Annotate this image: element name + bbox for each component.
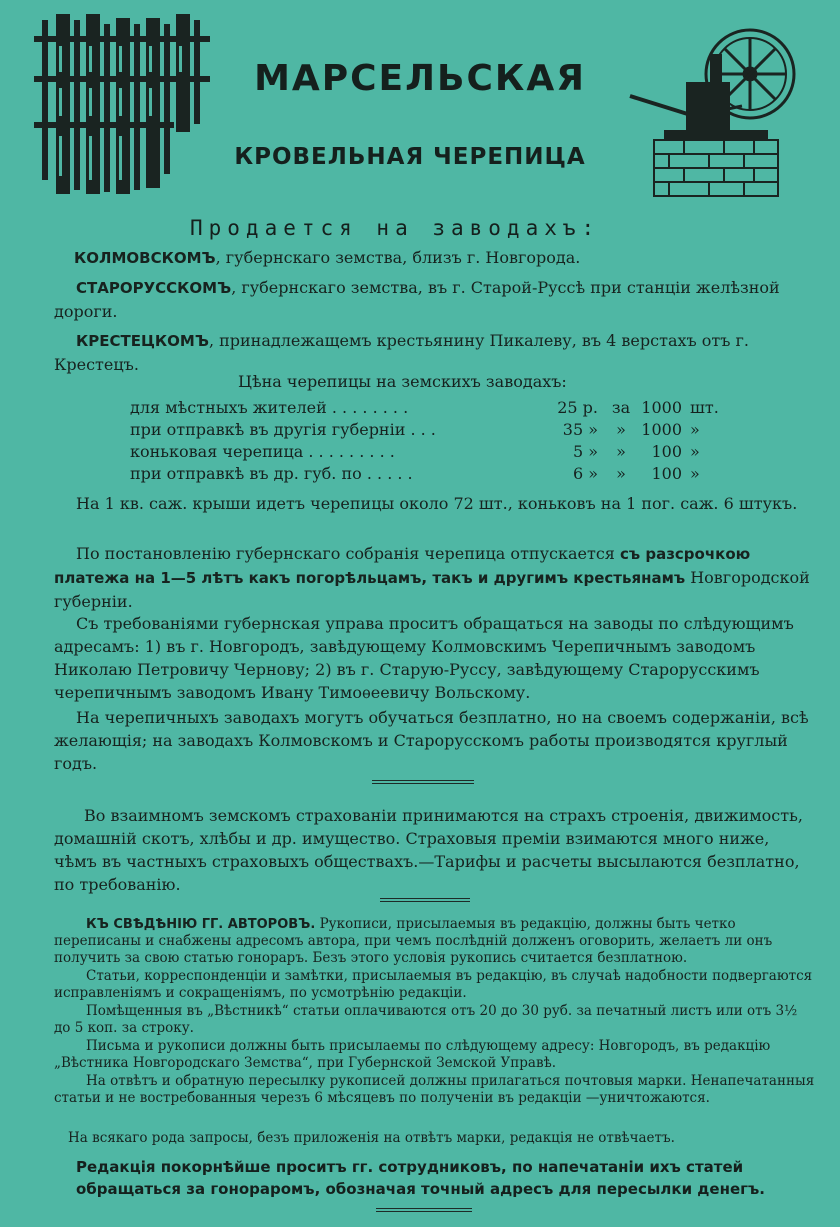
price-table-title: Цѣна черепицы на земскихъ заводахъ: (238, 372, 567, 391)
authors-notice (54, 916, 816, 967)
price-per: » (616, 442, 626, 461)
price-value: 5 » (572, 442, 598, 461)
page-title: МАРСЕЛЬСКАЯ (254, 58, 586, 99)
price-label: при отправкѣ въ др. губ. по . . . . . (130, 464, 413, 483)
installment-text: По постановленію губернскаго собранія черепица отпускается (76, 544, 620, 563)
factory-name: СТАРОРУССКОМЪ (76, 279, 232, 297)
requests-paragraph: Съ требованіями губернская управа проситъ обращаться на заводы по слѣдующимъ адресамъ: 1) въ г. Новгородъ, завѣдующему Колмовскимъ Черепичнымъ заводомъ Николаю Петровичу Чернову; 2) въ г. Старую-Руссу, завѣдующему Старорусскимъ черепичнымъ заводомъ Ивану Тимоѳеевичу Вольскому. (54, 614, 794, 702)
authors-address-note: Письма и рукописи должны быть присылаемы по слѣдующему адресу: Новгородъ, въ редакцію „Вѣстника Новгородскаго Земства“, при Губернской Земской Управѣ. (54, 1038, 771, 1071)
price-quantity: 100 (651, 442, 682, 461)
factory-name: КОЛМОВСКОМЪ (74, 249, 216, 267)
factory-kolmovsky (74, 246, 814, 270)
price-unit: » (690, 420, 700, 439)
page-subtitle: КРОВЕЛЬНАЯ ЧЕРЕПИЦА (234, 144, 586, 170)
factory-text: , губернскаго земства, близъ г. Новгорода. (215, 248, 581, 267)
installment-paragraph (54, 542, 814, 613)
price-quantity: 1000 (641, 420, 682, 439)
price-label: при отправкѣ въ другія губерніи . . . (130, 420, 436, 439)
authors-no-reply-note: На всякаго рода запросы, безъ приложенія на отвѣтъ марки, редакція не отвѣчаетъ. (68, 1130, 675, 1146)
final-note: Редакція покорнѣйше проситъ гг. сотрудниковъ, по напечатаніи ихъ статей обращаться за гонораромъ, обозначая точный адресъ для пересылки денегъ. (76, 1158, 765, 1198)
tile-press-machine-icon (624, 22, 804, 202)
factory-text: , принадлежащемъ крестьянину Пикалеву, въ 4 верстахъ отъ г. Крестецъ. (54, 331, 749, 374)
authors-postage-note: На отвѣтъ и обратную пересылку рукописей должны прилагаться почтовыя марки. Ненапечатанныя статьи и не востребованныя черезъ 6 мѣсяцевъ по полученіи въ редакціи —уничтожаются. (54, 1073, 815, 1106)
price-label: коньковая черепица . . . . . . . . . (130, 442, 395, 461)
installment-text-end: Новгородской губерніи. (54, 568, 810, 611)
price-per: » (616, 420, 626, 439)
price-value: 25 р. (557, 398, 598, 417)
price-row (130, 442, 730, 464)
price-row (130, 420, 730, 442)
roof-tile-stack-icon (34, 14, 210, 194)
section-divider (380, 898, 470, 902)
price-unit: » (690, 464, 700, 483)
authors-payment-note: Помѣщенныя въ „Вѣстникѣ“ статьи оплачиваются отъ 20 до 30 руб. за печатный листъ или отъ 3½ до 5 коп. за строку. (54, 1003, 798, 1036)
price-label: для мѣстныхъ жителей . . . . . . . . (130, 398, 409, 417)
factory-krestetsky (54, 329, 814, 376)
insurance-paragraph: Во взаимномъ земскомъ страхованіи принимаются на страхъ строенія, движимость, домашній скотъ, хлѣбы и др. имущество. Страховыя преміи взимаются много ниже, чѣмъ въ частныхъ страховыхъ обществахъ.—Тарифы и расчеты высылаются безплатно, по требованію. (54, 806, 803, 894)
price-row (130, 398, 730, 420)
price-value: 6 » (572, 464, 598, 483)
installment-terms: съ разсрочкою платежа на 1—5 лѣтъ какъ погорѣльцамъ, такъ и другимъ крестьянамъ (54, 545, 751, 587)
price-value: 35 » (562, 420, 598, 439)
price-quantity: 1000 (641, 398, 682, 417)
price-unit: » (690, 442, 700, 461)
factory-text: , губернскаго земства, въ г. Старой-Руссѣ при станціи желѣзной дороги. (54, 278, 780, 321)
training-paragraph: На черепичныхъ заводахъ могутъ обучаться безплатно, но на своемъ содержаніи, всѣ желающія; на заводахъ Колмовскомъ и Старорусскомъ работы производятся круглый годъ. (54, 708, 809, 773)
price-per: за (611, 398, 631, 417)
authors-heading: КЪ СВѢДѢНІЮ ГГ. АВТОРОВЪ. (86, 917, 316, 932)
authors-text: Рукописи, присылаемыя въ редакцію, должны быть четко переписаны и снабжены адресомъ автора, при чемъ послѣдній долженъ оговорить, желаетъ ли онъ получить за свою статью гонораръ. Безъ этого условія рукопись считается безплатною. (54, 916, 773, 966)
factory-name: КРЕСТЕЦКОМЪ (76, 332, 209, 350)
authors-editing-note: Статьи, корреспонденціи и замѣтки, присылаемыя въ редакцію, въ случаѣ надобности подвергаются исправленіямъ и сокращеніямъ, по усмотрѣнію редакціи. (54, 968, 813, 1001)
price-unit: шт. (690, 398, 719, 417)
bottom-divider (376, 1208, 472, 1212)
price-row (130, 464, 730, 486)
roof-coverage-note: На 1 кв. саж. крыши идетъ черепицы около 72 шт., коньковъ на 1 пог. саж. 6 штукъ. (76, 494, 798, 513)
section-divider (372, 780, 474, 784)
price-quantity: 100 (651, 464, 682, 483)
price-per: » (616, 464, 626, 483)
sale-heading: Продается на заводахъ: (190, 216, 601, 240)
factory-starorussky (54, 276, 814, 323)
